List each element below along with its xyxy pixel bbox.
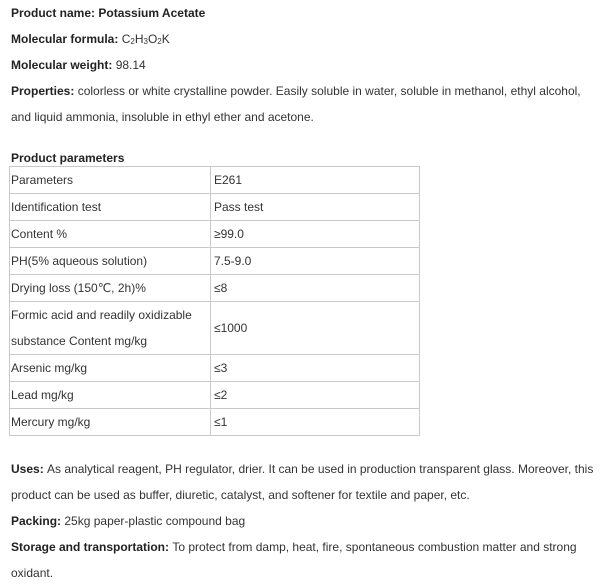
parameter-value-cell: Pass test: [211, 194, 420, 221]
parameters-table-body: [10, 167, 420, 436]
parameter-name-cell: PH(5% aqueous solution): [10, 248, 211, 275]
storage-label: Storage and transportation: [11, 540, 166, 554]
properties-paragraph: Properties: colorless or white crystalline powder. Easily soluble in water, soluble in methanol, ethyl alcohol, and liquid ammonia, insoluble in ethyl ether and acetone.: [11, 84, 581, 124]
product-name-line: Product name: Potassium Acetate: [11, 6, 206, 20]
product-document: [11, 0, 595, 586]
table-row: [10, 248, 420, 275]
product-name-value: Potassium Acetate: [98, 6, 206, 20]
parameter-value-cell: ≤3: [211, 355, 420, 382]
parameter-name-cell: Drying loss (150℃, 2h)%: [10, 275, 211, 302]
table-row: [10, 275, 420, 302]
parameter-value-cell: ≤1000: [211, 302, 420, 355]
parameter-name-cell: Content %: [10, 221, 211, 248]
packing-line: Packing: 25kg paper-plastic compound bag: [11, 514, 246, 528]
storage-paragraph: Storage and transportation: To protect from damp, heat, fire, spontaneous combustion matter and strong oxidant.: [11, 540, 577, 580]
parameter-value-cell: ≤1: [211, 409, 420, 436]
uses-paragraph: Uses: As analytical reagent, PH regulator, drier. It can be used in production transparent glass. Moreover, this product can be used as buffer, diuretic, catalyst, and softener for textile and paper, etc.: [11, 462, 594, 502]
parameter-value-cell: ≥99.0: [211, 221, 420, 248]
molecular-formula-value: $C_2H_3O_2K$: [121, 32, 170, 46]
molecular-weight-label: Molecular weight: [11, 58, 109, 72]
parameter-name-cell: Parameters: [10, 167, 211, 194]
parameter-value-cell: ≤2: [211, 382, 420, 409]
parameter-name-cell: Identification test: [10, 194, 211, 221]
parameter-name-cell: Mercury mg/kg: [10, 409, 211, 436]
properties-value: colorless or white crystalline powder. Easily soluble in water, soluble in methanol, ethyl alcohol, and liquid ammonia, insoluble in ethyl ether and acetone.: [11, 84, 581, 124]
product-details: [11, 456, 595, 586]
uses-label: Uses: [11, 462, 40, 476]
table-row: [10, 409, 420, 436]
parameter-value-cell: ≤8: [211, 275, 420, 302]
molecular-formula-label: Molecular formula: [11, 32, 115, 46]
parameter-name-cell: Arsenic mg/kg: [10, 355, 211, 382]
product-name-label: Product name: [11, 6, 92, 20]
product-summary: [11, 0, 595, 130]
uses-value: As analytical reagent, PH regulator, drier. It can be used in production transparent glass. Moreover, this product can be used as buffer, diuretic, catalyst, and softener for textile and paper, etc.: [11, 462, 594, 502]
packing-label: Packing: [11, 514, 58, 528]
storage-value: To protect from damp, heat, fire, spontaneous combustion matter and strong oxidant.: [11, 540, 577, 580]
product-parameters-title: Product parameters: [11, 151, 125, 165]
parameter-name-cell: Lead mg/kg: [10, 382, 211, 409]
table-row: [10, 167, 420, 194]
table-row: [10, 194, 420, 221]
table-row: [10, 221, 420, 248]
parameter-value-cell: 7.5-9.0: [211, 248, 420, 275]
product-parameters-table: [9, 166, 420, 436]
molecular-formula-line: Molecular formula: $C_2H_3O_2K$: [11, 32, 170, 46]
table-row: [10, 355, 420, 382]
table-row: [10, 382, 420, 409]
molecular-weight-value: 98.14: [115, 58, 146, 72]
parameter-name-cell: Formic acid and readily oxidizable substance Content mg/kg: [10, 302, 211, 355]
molecular-weight-line: Molecular weight: 98.14: [11, 58, 146, 72]
properties-label: Properties: [11, 84, 71, 98]
packing-value: 25kg paper-plastic compound bag: [64, 514, 246, 528]
table-row: [10, 302, 420, 355]
parameter-value-cell: E261: [211, 167, 420, 194]
